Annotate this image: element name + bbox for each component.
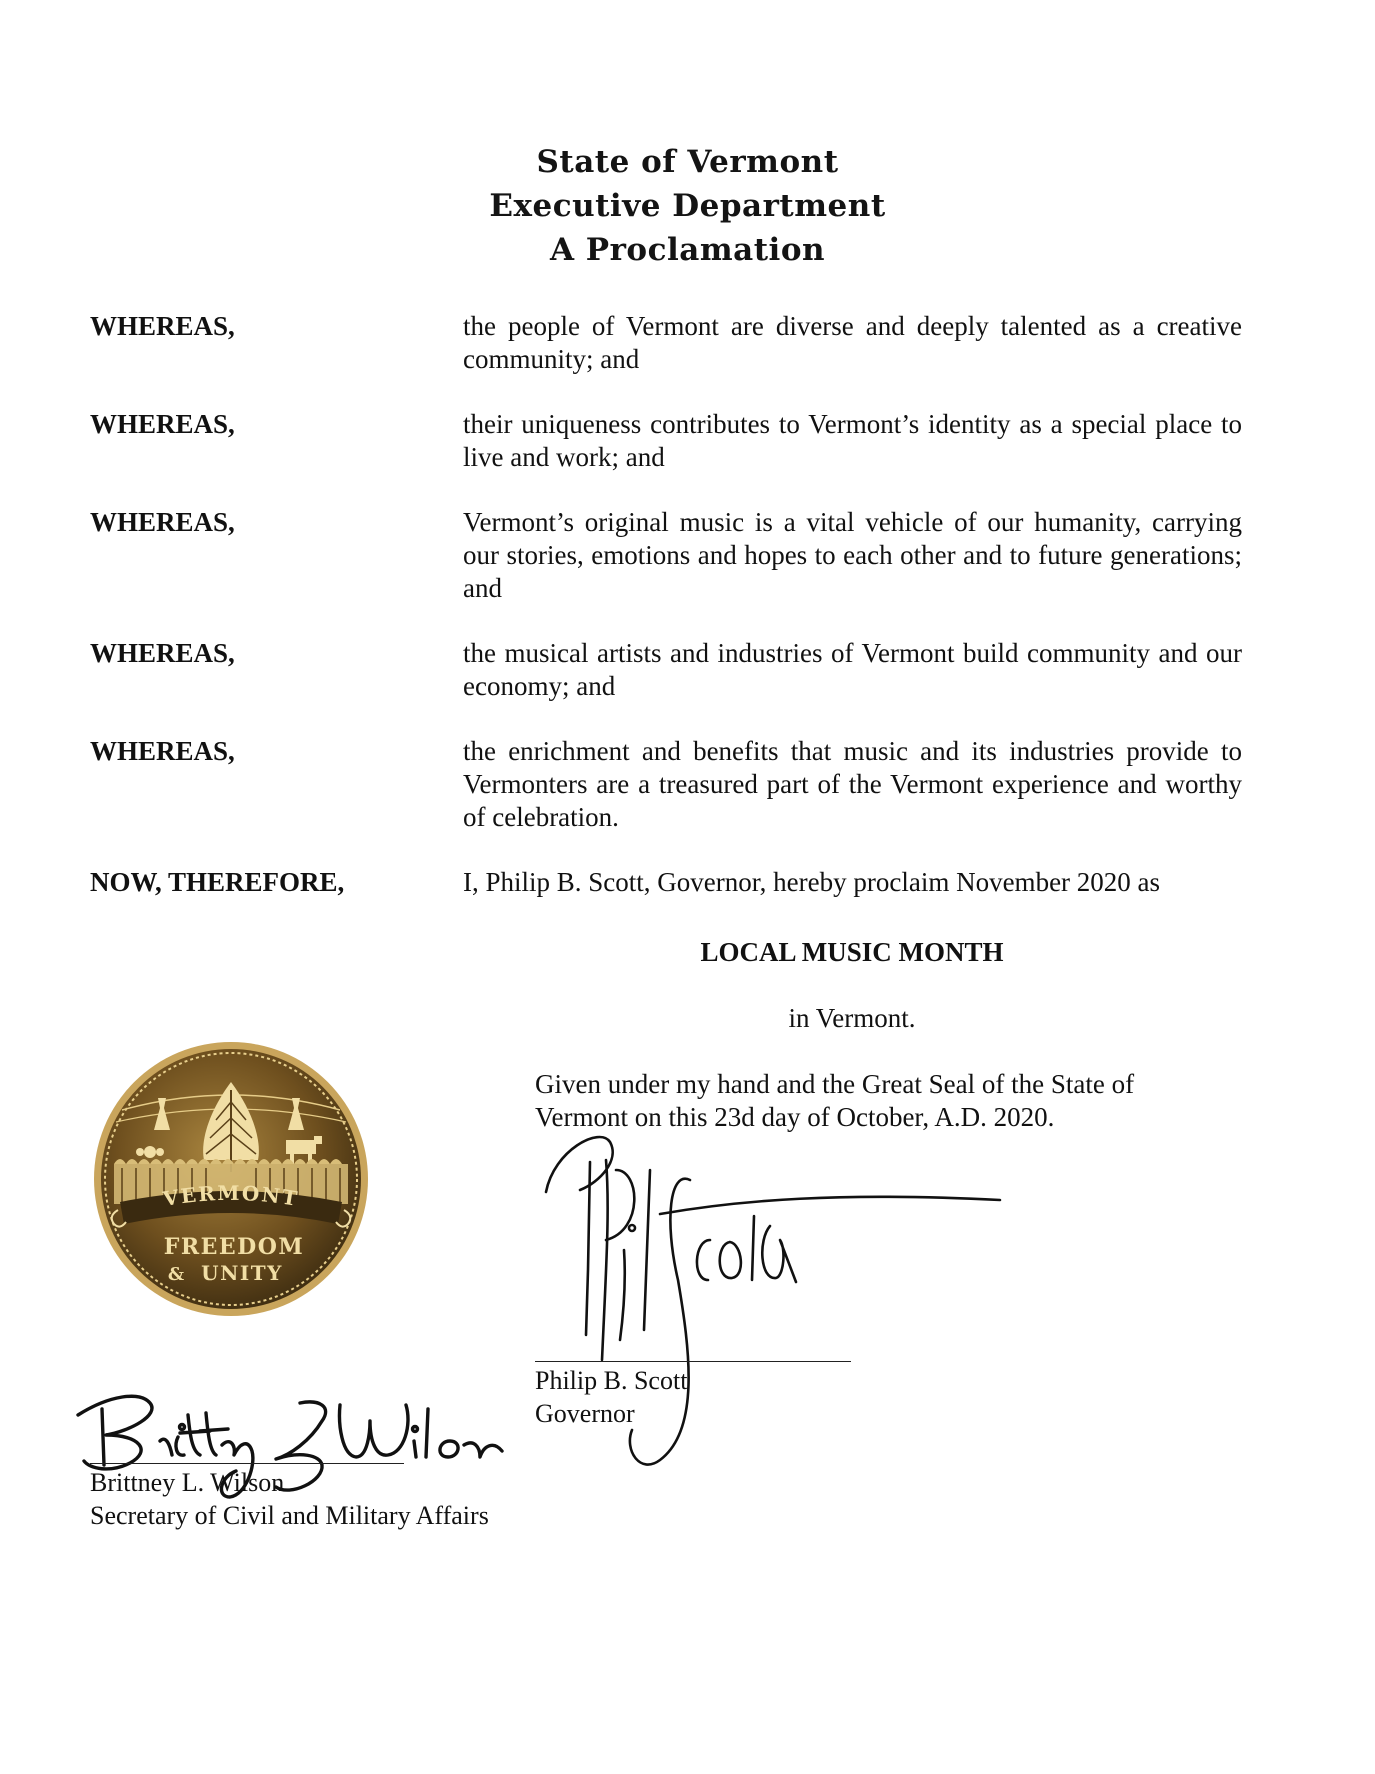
clause-text: I, Philip B. Scott, Governor, hereby proclaim November 2020 as: [463, 867, 1161, 897]
header-proclamation: A Proclamation: [549, 232, 826, 268]
clause-label: WHEREAS,: [90, 409, 235, 439]
clause-list: [90, 310, 1242, 931]
clause-text: Vermont’s original music is a vital vehicle of our humanity, carrying our stories, emotions and hopes to each other and to future generations; and: [463, 507, 1242, 603]
header-department: Executive Department: [489, 188, 886, 224]
state-seal-icon: [92, 1040, 370, 1318]
given-line-2: Vermont on this 23d day of October, A.D. 2020.: [535, 1102, 1055, 1132]
seal-motto-unity: UNITY: [201, 1261, 283, 1285]
given-statement: [535, 1068, 1255, 1134]
clause-label: WHEREAS,: [90, 736, 235, 766]
header-state: State of Vermont: [536, 144, 839, 180]
clause-text: the enrichment and benefits that music and its industries provide to Vermonters are a treasured part of the Vermont experience and worthy of celebration.: [463, 736, 1242, 832]
document-header: [0, 140, 1375, 272]
clause-text: the musical artists and industries of Vermont build community and our economy; and: [463, 638, 1242, 701]
clause: [90, 637, 1242, 703]
governor-name: Philip B. Scott: [535, 1366, 688, 1395]
secretary-block: [90, 1466, 489, 1532]
clause-label: NOW, THEREFORE,: [90, 867, 345, 897]
secretary-title: Secretary of Civil and Military Affairs: [90, 1501, 489, 1530]
given-line-1: Given under my hand and the Great Seal of the State of: [535, 1069, 1135, 1099]
clause-text: the people of Vermont are diverse and deeply talented as a creative community; and: [463, 311, 1242, 374]
secretary-name: Brittney L. Wilson: [90, 1468, 285, 1497]
clause-label: WHEREAS,: [90, 311, 235, 341]
clause-label: WHEREAS,: [90, 638, 235, 668]
proclamation-title: LOCAL MUSIC MONTH: [700, 937, 1004, 967]
clause-text: their uniqueness contributes to Vermont’s identity as a special place to live and work; and: [463, 409, 1242, 472]
governor-title: Governor: [535, 1399, 635, 1428]
governor-block: [535, 1364, 687, 1430]
svg-text:&: &: [167, 1264, 185, 1285]
seal-motto-freedom: FREEDOM: [163, 1234, 305, 1260]
governor-signature-line: [535, 1361, 851, 1362]
clause: [90, 408, 1242, 474]
secretary-signature-line: [90, 1463, 404, 1464]
proclamation-place: in Vermont.: [788, 1003, 916, 1033]
clause: [90, 735, 1242, 834]
seal-banner-text: VERMONT: [161, 1180, 301, 1212]
clause: [90, 310, 1242, 376]
clause-resolution: [90, 866, 1242, 899]
clause: [90, 506, 1242, 605]
clause-label: WHEREAS,: [90, 507, 235, 537]
